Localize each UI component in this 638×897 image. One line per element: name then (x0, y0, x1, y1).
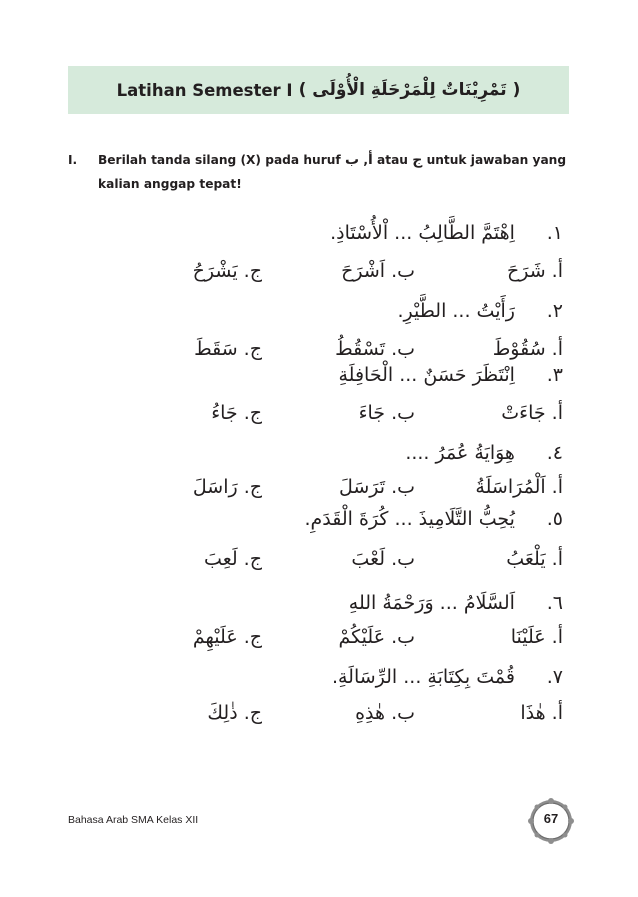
instruction-number: I. (68, 153, 78, 167)
choice-letter-b: ب (344, 152, 360, 168)
question-number: ٢. (546, 300, 563, 322)
question-text: اِنْتَظَرَ حَسَنٌ ... الْحَافِلَةِ (338, 364, 515, 386)
choice-letter-a: أ (367, 152, 373, 168)
option-a[interactable]: أ. جَاءَتْ (501, 402, 563, 424)
question-2 (397, 300, 563, 322)
question-3-options (180, 402, 563, 432)
option-c[interactable]: ج. جَاءُ (211, 402, 262, 424)
question-5 (305, 508, 564, 530)
book-title: Bahasa Arab SMA Kelas XII (68, 814, 199, 826)
option-c[interactable]: ج. رَاسَلَ (192, 476, 262, 498)
option-c[interactable]: ج. لَعِبَ (204, 548, 262, 570)
option-b[interactable]: ب. جَاءَ (358, 402, 415, 424)
question-number: ١. (546, 222, 563, 244)
question-number: ٦. (546, 592, 563, 614)
question-4-options (180, 476, 563, 506)
option-a[interactable]: أ. هٰذَا (520, 702, 563, 724)
option-b[interactable]: ب. اَشْرَحَ (341, 260, 415, 282)
question-1-options (180, 260, 563, 290)
option-a[interactable]: أ. اَلْمُرَاسَلَةُ (475, 476, 563, 498)
section-title: Latihan Semester I (116, 80, 293, 100)
option-c[interactable]: ج. عَلَيْهِمْ (192, 626, 262, 648)
question-4 (405, 442, 563, 464)
question-text: هِوَايَةُ عُمَرُ .... (405, 442, 515, 464)
choice-letter-c: ج (412, 152, 423, 168)
option-a[interactable]: أ. سُقُوْطَ (492, 338, 563, 360)
question-text: يُحِبُّ التَّلَامِيذَ ... كُرَةَ الْقَدَمِ. (304, 508, 515, 530)
option-a[interactable]: أ. عَلَيْنَا (510, 626, 563, 648)
option-b[interactable]: ب. عَلَيْكُمْ (338, 626, 415, 648)
question-text: قُمْتَ بِكِتَابَةِ ... الرِّسَالَةِ. (331, 666, 515, 688)
option-c[interactable]: ج. ذٰلِكَ (207, 702, 262, 724)
option-b[interactable]: ب. تَرَسَلَ (338, 476, 415, 498)
section-title-arabic: ( تَمْرِيْنَاتٌ لِلْمَرْحَلَةِ الْأُوْلَى ) (298, 80, 521, 100)
question-text: رَأَيْتُ ... الطَّيْرِ. (397, 300, 515, 322)
question-text: اَلسَّلَامُ ... وَرَحْمَةُ اللهِ (348, 592, 515, 614)
section-title-banner (68, 66, 569, 114)
question-text: اِهْتَمَّ الطَّالِبُ ... اْلأُسْتَاذِ. (330, 222, 515, 244)
question-3 (339, 364, 564, 386)
option-b[interactable]: ب. هٰذِهِ (355, 702, 415, 724)
option-c[interactable]: ج. يَشْرَحُ (192, 260, 262, 282)
option-c[interactable]: ج. سَقَطَ (194, 338, 262, 360)
question-7 (332, 666, 563, 688)
question-number: ٤. (546, 442, 563, 464)
question-5-options (180, 548, 563, 578)
option-a[interactable]: أ. يَلْعَبُ (506, 548, 563, 570)
question-7-options (180, 702, 563, 732)
question-number: ٥. (546, 508, 563, 530)
question-number: ٧. (546, 666, 563, 688)
question-6 (349, 592, 563, 614)
question-number: ٣. (546, 364, 563, 386)
page-number: 67 (543, 811, 559, 826)
instruction-text: Berilah tanda silang (X) pada huruf أ, ب atau ج untuk jawaban yang kalian anggap tepat! (98, 152, 567, 191)
question-1 (330, 222, 563, 244)
option-b[interactable]: ب. تَسْقُطُ (335, 338, 415, 360)
question-6-options (180, 626, 563, 656)
option-a[interactable]: أ. شَرَحَ (506, 260, 563, 282)
option-b[interactable]: ب. لَعْبَ (351, 548, 415, 570)
